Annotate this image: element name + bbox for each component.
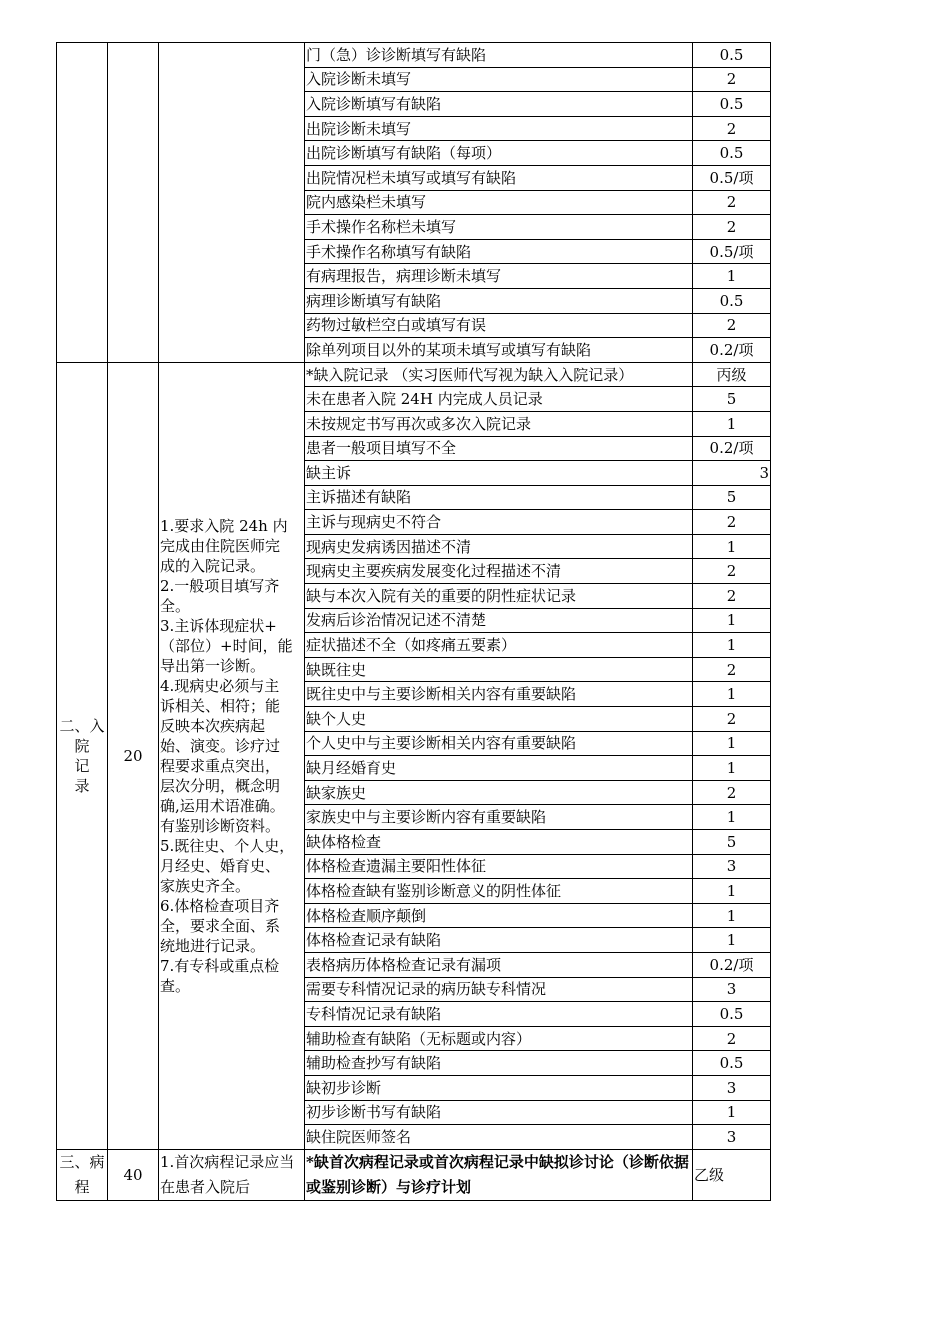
deduction-item: 症状描述不全（如疼痛五要素） — [305, 633, 693, 658]
category-label-line: 二、入 — [59, 716, 105, 735]
category-cell — [57, 362, 108, 1149]
requirement-line: 反映本次疾病起 — [160, 716, 266, 735]
requirement-line: 完成由住院医师完 — [160, 536, 281, 555]
requirement-cell — [159, 43, 305, 363]
deduction-value: 2 — [693, 657, 771, 682]
deduction-item: *缺入院记录 （实习医师代写视为缺入入院记录） — [305, 362, 693, 387]
category-label-line: 录 — [74, 776, 90, 795]
deduction-item: 除单列项目以外的某项未填写或填写有缺陷 — [305, 338, 693, 363]
category-label-line: 院 — [74, 736, 90, 755]
requirement-line: 诉相关、相符；能 — [160, 696, 281, 715]
deduction-item: 专科情况记录有缺陷 — [305, 1002, 693, 1027]
deduction-item: 初步诊断书写有缺陷 — [305, 1100, 693, 1125]
requirement-line: 统地进行记录。 — [160, 936, 266, 955]
requirement-line: 月经史、婚育史、 — [160, 856, 281, 875]
deduction-value: 0.2/项 — [693, 338, 771, 363]
deduction-value: 1 — [693, 411, 771, 436]
deduction-item: 缺主诉 — [305, 461, 693, 486]
deduction-value: 0.5 — [693, 43, 771, 68]
deduction-value: 0.5 — [693, 92, 771, 117]
deduction-item: 家族史中与主要诊断内容有重要缺陷 — [305, 805, 693, 830]
deduction-value: 1 — [693, 633, 771, 658]
table-row — [57, 362, 771, 387]
deduction-value: 2 — [693, 313, 771, 338]
deduction-value: 3 — [693, 461, 771, 486]
deduction-item: 缺既往史 — [305, 657, 693, 682]
deduction-item: 缺家族史 — [305, 780, 693, 805]
deduction-item: 院内感染栏未填写 — [305, 190, 693, 215]
deduction-item: 发病后诊治情况记述不清楚 — [305, 608, 693, 633]
deduction-item: 手术操作名称栏未填写 — [305, 215, 693, 240]
scoring-table — [56, 42, 771, 1201]
requirement-line: 确,运用术语准确。 — [160, 796, 285, 815]
deduction-value: 3 — [693, 1125, 771, 1150]
deduction-item: 缺初步诊断 — [305, 1075, 693, 1100]
deduction-item: 缺体格检查 — [305, 830, 693, 855]
deduction-value: 2 — [693, 67, 771, 92]
deduction-value: 2 — [693, 780, 771, 805]
deduction-item: 体格检查顺序颠倒 — [305, 903, 693, 928]
deduction-value: 1 — [693, 805, 771, 830]
score-cell: 20 — [108, 362, 159, 1149]
category-cell: 三、病程 — [57, 1149, 108, 1200]
requirement-line: （部位）+时间，能 — [160, 636, 293, 655]
deduction-value: 0.5/项 — [693, 165, 771, 190]
requirement-line: 5.既往史、个人史， — [160, 836, 295, 855]
requirement-line: 导出第一诊断。 — [160, 656, 266, 675]
deduction-item: 门（急）诊诊断填写有缺陷 — [305, 43, 693, 68]
deduction-value: 3 — [693, 854, 771, 879]
deduction-value: 2 — [693, 707, 771, 732]
deduction-item: 缺月经婚育史 — [305, 756, 693, 781]
deduction-item: 未在患者入院 24H 内完成人员记录 — [305, 387, 693, 412]
deduction-item: 辅助检查有缺陷（无标题或内容） — [305, 1026, 693, 1051]
deduction-value: 1 — [693, 903, 771, 928]
deduction-value: 1 — [693, 879, 771, 904]
table-row — [57, 1149, 771, 1200]
deduction-item: 体格检查缺有鉴别诊断意义的阴性体征 — [305, 879, 693, 904]
requirement-line: 查。 — [160, 976, 191, 995]
deduction-item: 未按规定书写再次或多次入院记录 — [305, 411, 693, 436]
deduction-value: 5 — [693, 830, 771, 855]
requirement-line: 6.体格检查项目齐 — [160, 896, 280, 915]
category-cell — [57, 43, 108, 363]
deduction-item: 表格病历体格检查记录有漏项 — [305, 952, 693, 977]
deduction-item: 现病史主要疾病发展变化过程描述不清 — [305, 559, 693, 584]
deduction-item: 需要专科情况记录的病历缺专科情况 — [305, 977, 693, 1002]
deduction-value: 2 — [693, 215, 771, 240]
deduction-item: 有病理报告，病理诊断未填写 — [305, 264, 693, 289]
deduction-value: 0.5/项 — [693, 239, 771, 264]
deduction-value: 3 — [693, 1075, 771, 1100]
deduction-item: 辅助检查抄写有缺陷 — [305, 1051, 693, 1076]
deduction-value: 1 — [693, 756, 771, 781]
deduction-value: 2 — [693, 510, 771, 535]
deduction-value: 0.2/项 — [693, 436, 771, 461]
deduction-item: 现病史发病诱因描述不清 — [305, 534, 693, 559]
deduction-value: 1 — [693, 731, 771, 756]
deduction-item: 体格检查记录有缺陷 — [305, 928, 693, 953]
deduction-value: 0.5 — [693, 141, 771, 166]
requirement-line: 7.有专科或重点检 — [160, 956, 280, 975]
requirement-line: 3.主诉体现症状+ — [160, 616, 277, 635]
requirement-line: 全。 — [160, 596, 191, 615]
requirement-line: 4.现病史必须与主 — [160, 676, 280, 695]
table-row — [57, 43, 771, 68]
requirement-line: 1.要求入院 24h 内 — [160, 516, 288, 535]
deduction-item: 出院诊断未填写 — [305, 116, 693, 141]
deduction-value: 0.5 — [693, 288, 771, 313]
requirement-line: 始、演变。诊疗过 — [160, 736, 281, 755]
deduction-value: 2 — [693, 190, 771, 215]
deduction-value: 1 — [693, 682, 771, 707]
deduction-value: 3 — [693, 977, 771, 1002]
deduction-value: 2 — [693, 559, 771, 584]
deduction-value: 2 — [693, 116, 771, 141]
requirement-line: 成的入院记录。 — [160, 556, 266, 575]
deduction-item: 缺住院医师签名 — [305, 1125, 693, 1150]
category-label-line: 记 — [74, 756, 90, 775]
deduction-item: 入院诊断未填写 — [305, 67, 693, 92]
deduction-value: 0.5 — [693, 1002, 771, 1027]
deduction-value: 乙级 — [693, 1149, 771, 1200]
deduction-value: 1 — [693, 534, 771, 559]
deduction-item: 缺与本次入院有关的重要的阴性症状记录 — [305, 584, 693, 609]
deduction-value: 2 — [693, 584, 771, 609]
requirement-line: 全，要求全面、系 — [160, 916, 281, 935]
deduction-item: *缺首次病程记录或首次病程记录中缺拟诊讨论（诊断依据或鉴别诊断）与诊疗计划 — [305, 1149, 693, 1200]
deduction-item: 主诉描述有缺陷 — [305, 485, 693, 510]
deduction-value: 2 — [693, 1026, 771, 1051]
deduction-value: 丙级 — [693, 362, 771, 387]
scoring-table-body — [57, 43, 771, 1201]
deduction-value: 1 — [693, 264, 771, 289]
requirement-line: 家族史齐全。 — [160, 876, 251, 895]
requirement-cell — [159, 362, 305, 1149]
requirement-line: 程要求重点突出， — [160, 756, 281, 775]
deduction-item: 出院诊断填写有缺陷（每项） — [305, 141, 693, 166]
deduction-value: 0.5 — [693, 1051, 771, 1076]
deduction-item: 手术操作名称填写有缺陷 — [305, 239, 693, 264]
deduction-value: 1 — [693, 608, 771, 633]
requirement-line: 层次分明，概念明 — [160, 776, 281, 795]
deduction-value: 5 — [693, 387, 771, 412]
deduction-item: 病理诊断填写有缺陷 — [305, 288, 693, 313]
deduction-item: 患者一般项目填写不全 — [305, 436, 693, 461]
requirement-cell: 1.首次病程记录应当在患者入院后 — [159, 1149, 305, 1200]
deduction-item: 既往史中与主要诊断相关内容有重要缺陷 — [305, 682, 693, 707]
deduction-item: 出院情况栏未填写或填写有缺陷 — [305, 165, 693, 190]
requirement-line: 有鉴别诊断资料。 — [160, 816, 281, 835]
deduction-item: 体格检查遗漏主要阳性体征 — [305, 854, 693, 879]
deduction-value: 1 — [693, 928, 771, 953]
deduction-item: 药物过敏栏空白或填写有误 — [305, 313, 693, 338]
score-cell — [108, 43, 159, 363]
deduction-item: 个人史中与主要诊断相关内容有重要缺陷 — [305, 731, 693, 756]
requirement-line: 2.一般项目填写齐 — [160, 576, 280, 595]
deduction-value: 0.2/项 — [693, 952, 771, 977]
score-cell: 40 — [108, 1149, 159, 1200]
deduction-value: 5 — [693, 485, 771, 510]
deduction-item: 入院诊断填写有缺陷 — [305, 92, 693, 117]
deduction-item: 主诉与现病史不符合 — [305, 510, 693, 535]
deduction-item: 缺个人史 — [305, 707, 693, 732]
deduction-value: 1 — [693, 1100, 771, 1125]
